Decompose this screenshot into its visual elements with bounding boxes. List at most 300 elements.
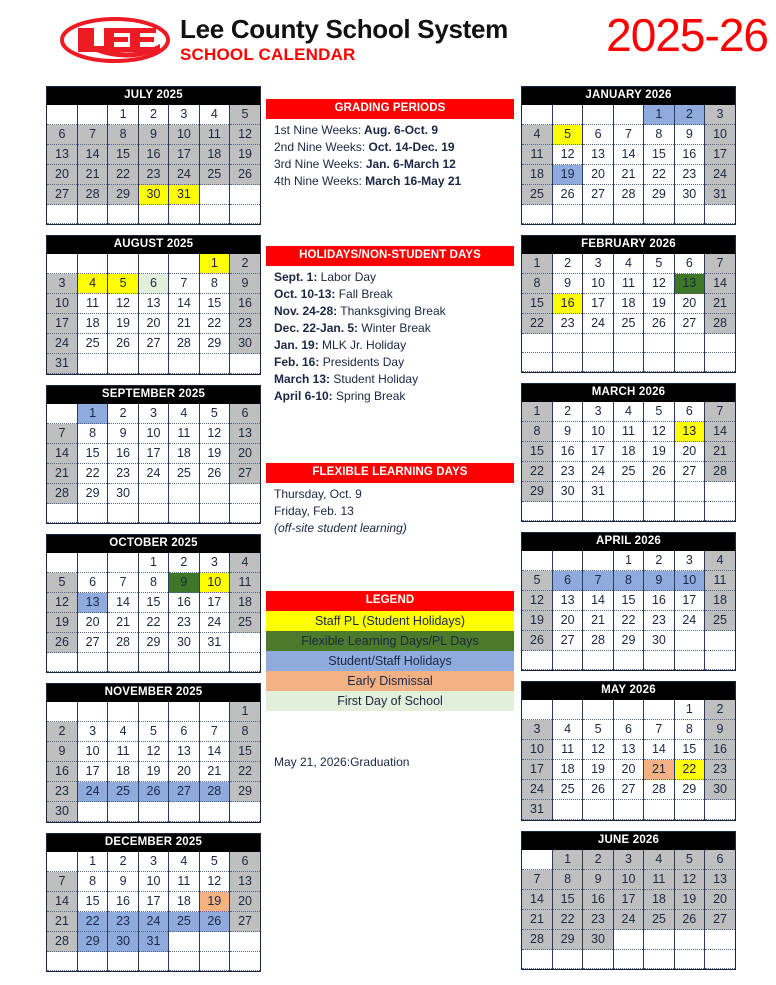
day-cell: 23 bbox=[552, 314, 582, 334]
day-cell-empty bbox=[77, 354, 107, 374]
day-cell: 20 bbox=[552, 611, 582, 631]
month-calendar bbox=[46, 86, 261, 225]
day-cell: 3 bbox=[522, 720, 552, 740]
day-cell-empty bbox=[77, 653, 107, 672]
day-cell: 2 bbox=[583, 850, 613, 870]
day-cell-empty bbox=[522, 353, 552, 372]
day-cell: 6 bbox=[169, 722, 199, 742]
day-cell-empty bbox=[138, 653, 168, 672]
day-cell: 13 bbox=[47, 145, 77, 165]
day-cell: 19 bbox=[583, 760, 613, 780]
grading-period-label: 4th Nine Weeks: bbox=[274, 174, 362, 188]
day-cell: 6 bbox=[583, 125, 613, 145]
day-cell: 8 bbox=[230, 722, 260, 742]
day-cell: 10 bbox=[77, 742, 107, 762]
month-grid bbox=[522, 254, 735, 372]
day-cell: 23 bbox=[138, 165, 168, 185]
day-cell: 7 bbox=[108, 573, 138, 593]
day-cell: 22 bbox=[644, 165, 674, 185]
holiday-name: MLK Jr. Holiday bbox=[318, 338, 407, 352]
day-cell: 5 bbox=[583, 720, 613, 740]
day-cell-empty bbox=[199, 802, 229, 822]
day-cell: 25 bbox=[169, 912, 199, 932]
day-cell-empty bbox=[230, 484, 260, 504]
day-cell: 25 bbox=[613, 314, 643, 334]
day-cell-empty bbox=[522, 700, 552, 720]
day-cell: 11 bbox=[644, 870, 674, 890]
day-cell-empty bbox=[169, 952, 199, 971]
day-cell: 16 bbox=[674, 145, 704, 165]
day-cell: 17 bbox=[138, 892, 168, 912]
day-cell: 10 bbox=[169, 125, 199, 145]
day-cell-empty bbox=[77, 254, 107, 274]
grading-period-label: 2nd Nine Weeks: bbox=[274, 140, 366, 154]
day-cell: 25 bbox=[705, 611, 735, 631]
day-cell: 20 bbox=[47, 165, 77, 185]
month-grid bbox=[47, 404, 260, 523]
week-row bbox=[47, 464, 260, 484]
week-row bbox=[47, 444, 260, 464]
day-cell-empty bbox=[77, 105, 107, 125]
flexible-learning-panel bbox=[266, 463, 514, 537]
day-cell: 3 bbox=[583, 402, 613, 422]
day-cell-empty bbox=[552, 334, 582, 353]
day-cell: 20 bbox=[77, 613, 107, 633]
day-cell: 5 bbox=[138, 722, 168, 742]
day-cell: 22 bbox=[138, 613, 168, 633]
day-cell-empty bbox=[644, 700, 674, 720]
day-cell-empty bbox=[230, 185, 260, 205]
holiday-date: March 13: bbox=[274, 372, 331, 386]
day-cell-empty bbox=[138, 254, 168, 274]
grading-period-row bbox=[274, 173, 514, 190]
day-cell: 21 bbox=[47, 912, 77, 932]
week-row bbox=[47, 354, 260, 374]
day-cell: 31 bbox=[138, 932, 168, 952]
day-cell-empty bbox=[47, 852, 77, 872]
day-cell: 23 bbox=[583, 910, 613, 930]
day-cell: 25 bbox=[613, 462, 643, 482]
week-row bbox=[47, 852, 260, 872]
day-cell: 11 bbox=[169, 872, 199, 892]
day-cell: 3 bbox=[77, 722, 107, 742]
week-row bbox=[522, 482, 735, 502]
day-cell: 4 bbox=[552, 720, 582, 740]
grading-periods-heading: GRADING PERIODS bbox=[266, 99, 514, 119]
holiday-row bbox=[274, 269, 514, 286]
day-cell-empty bbox=[230, 504, 260, 523]
week-row bbox=[522, 631, 735, 651]
day-cell-empty bbox=[705, 482, 735, 502]
day-cell: 26 bbox=[552, 185, 582, 205]
day-cell: 16 bbox=[583, 890, 613, 910]
day-cell: 2 bbox=[644, 551, 674, 571]
week-row bbox=[47, 702, 260, 722]
day-cell: 19 bbox=[522, 611, 552, 631]
day-cell-empty bbox=[199, 354, 229, 374]
flexible-learning-row: Friday, Feb. 13 bbox=[274, 504, 354, 518]
day-cell-empty bbox=[169, 504, 199, 523]
week-row bbox=[522, 294, 735, 314]
day-cell: 17 bbox=[47, 314, 77, 334]
day-cell: 14 bbox=[77, 145, 107, 165]
day-cell: 14 bbox=[583, 591, 613, 611]
day-cell: 22 bbox=[77, 464, 107, 484]
day-cell: 15 bbox=[674, 740, 704, 760]
legend-row: Flexible Learning Days/PL Days bbox=[266, 631, 514, 651]
week-row bbox=[47, 205, 260, 224]
day-cell: 8 bbox=[552, 870, 582, 890]
day-cell: 22 bbox=[552, 910, 582, 930]
day-cell: 27 bbox=[169, 782, 199, 802]
day-cell: 17 bbox=[583, 294, 613, 314]
day-cell: 9 bbox=[108, 424, 138, 444]
month-grid bbox=[522, 402, 735, 521]
day-cell: 11 bbox=[552, 740, 582, 760]
day-cell-empty bbox=[522, 850, 552, 870]
day-cell-empty bbox=[583, 353, 613, 372]
day-cell: 9 bbox=[108, 872, 138, 892]
day-cell: 1 bbox=[77, 852, 107, 872]
day-cell: 30 bbox=[705, 780, 735, 800]
day-cell: 6 bbox=[613, 720, 643, 740]
day-cell: 21 bbox=[522, 910, 552, 930]
day-cell-empty bbox=[552, 700, 582, 720]
day-cell-empty bbox=[552, 105, 582, 125]
day-cell: 4 bbox=[644, 850, 674, 870]
day-cell: 1 bbox=[613, 551, 643, 571]
month-calendar bbox=[521, 681, 736, 821]
day-cell: 13 bbox=[138, 294, 168, 314]
day-cell: 16 bbox=[705, 740, 735, 760]
week-row bbox=[522, 254, 735, 274]
legend-row: Staff PL (Student Holidays) bbox=[266, 611, 514, 631]
month-calendar bbox=[521, 86, 736, 225]
day-cell: 17 bbox=[169, 145, 199, 165]
day-cell: 4 bbox=[522, 125, 552, 145]
day-cell: 20 bbox=[230, 444, 260, 464]
day-cell: 19 bbox=[674, 890, 704, 910]
day-cell-empty bbox=[108, 553, 138, 573]
flexible-learning-heading: FLEXIBLE LEARNING DAYS bbox=[266, 463, 514, 483]
day-cell-empty bbox=[138, 802, 168, 822]
holiday-date: Jan. 19: bbox=[274, 338, 319, 352]
week-row bbox=[47, 484, 260, 504]
day-cell: 28 bbox=[47, 484, 77, 504]
grading-period-row bbox=[274, 122, 514, 139]
day-cell: 16 bbox=[169, 593, 199, 613]
day-cell: 18 bbox=[522, 165, 552, 185]
day-cell: 8 bbox=[674, 720, 704, 740]
day-cell-empty bbox=[552, 551, 582, 571]
day-cell: 17 bbox=[77, 762, 107, 782]
day-cell: 4 bbox=[613, 254, 643, 274]
day-cell: 3 bbox=[169, 105, 199, 125]
day-cell: 17 bbox=[674, 591, 704, 611]
day-cell-empty bbox=[169, 254, 199, 274]
week-row bbox=[522, 571, 735, 591]
day-cell: 10 bbox=[199, 573, 229, 593]
day-cell: 26 bbox=[138, 782, 168, 802]
day-cell: 9 bbox=[644, 571, 674, 591]
day-cell-empty bbox=[644, 482, 674, 502]
day-cell: 9 bbox=[138, 125, 168, 145]
week-row bbox=[522, 551, 735, 571]
day-cell: 10 bbox=[138, 872, 168, 892]
day-cell: 23 bbox=[169, 613, 199, 633]
day-cell: 3 bbox=[47, 274, 77, 294]
day-cell-empty bbox=[77, 802, 107, 822]
day-cell: 7 bbox=[705, 254, 735, 274]
day-cell-empty bbox=[613, 800, 643, 820]
day-cell-empty bbox=[169, 802, 199, 822]
week-row bbox=[47, 185, 260, 205]
day-cell-empty bbox=[552, 502, 582, 521]
day-cell: 28 bbox=[169, 334, 199, 354]
day-cell: 9 bbox=[552, 422, 582, 442]
day-cell: 5 bbox=[522, 571, 552, 591]
month-calendar bbox=[521, 383, 736, 522]
day-cell: 5 bbox=[47, 573, 77, 593]
day-cell-empty bbox=[705, 502, 735, 521]
month-grid bbox=[47, 702, 260, 822]
day-cell: 14 bbox=[47, 892, 77, 912]
day-cell: 24 bbox=[138, 912, 168, 932]
graduation-note bbox=[274, 754, 409, 771]
day-cell: 1 bbox=[230, 702, 260, 722]
day-cell-empty bbox=[613, 334, 643, 353]
day-cell: 4 bbox=[169, 852, 199, 872]
day-cell: 20 bbox=[230, 892, 260, 912]
day-cell: 15 bbox=[522, 442, 552, 462]
holiday-row bbox=[274, 354, 514, 371]
day-cell-empty bbox=[169, 484, 199, 504]
day-cell-empty bbox=[108, 354, 138, 374]
day-cell: 29 bbox=[77, 932, 107, 952]
day-cell-empty bbox=[583, 700, 613, 720]
day-cell: 6 bbox=[138, 274, 168, 294]
page-header bbox=[0, 0, 776, 78]
day-cell: 28 bbox=[108, 633, 138, 653]
day-cell-empty bbox=[47, 205, 77, 224]
week-row bbox=[522, 502, 735, 521]
day-cell-empty bbox=[705, 631, 735, 651]
day-cell: 12 bbox=[199, 872, 229, 892]
day-cell: 8 bbox=[613, 571, 643, 591]
title-block bbox=[180, 14, 508, 65]
day-cell: 5 bbox=[644, 402, 674, 422]
day-cell-empty bbox=[169, 205, 199, 224]
week-row bbox=[522, 850, 735, 870]
day-cell: 18 bbox=[199, 145, 229, 165]
day-cell: 9 bbox=[169, 573, 199, 593]
day-cell: 3 bbox=[199, 553, 229, 573]
month-title: JUNE 2026 bbox=[522, 832, 735, 850]
day-cell: 21 bbox=[169, 314, 199, 334]
day-cell: 2 bbox=[169, 553, 199, 573]
day-cell-empty bbox=[47, 702, 77, 722]
week-row bbox=[47, 145, 260, 165]
day-cell: 13 bbox=[230, 424, 260, 444]
day-cell: 8 bbox=[108, 125, 138, 145]
lee-county-logo bbox=[60, 16, 170, 64]
week-row bbox=[47, 573, 260, 593]
week-row bbox=[47, 593, 260, 613]
day-cell-empty bbox=[199, 185, 229, 205]
day-cell: 2 bbox=[705, 700, 735, 720]
month-grid bbox=[47, 254, 260, 374]
day-cell: 30 bbox=[230, 334, 260, 354]
day-cell: 5 bbox=[199, 852, 229, 872]
day-cell-empty bbox=[199, 932, 229, 952]
holiday-date: April 6-10: bbox=[274, 389, 333, 403]
day-cell-empty bbox=[77, 553, 107, 573]
day-cell: 14 bbox=[705, 274, 735, 294]
day-cell-empty bbox=[47, 952, 77, 971]
holiday-name: Student Holiday bbox=[330, 372, 419, 386]
day-cell: 29 bbox=[138, 633, 168, 653]
day-cell-empty bbox=[522, 651, 552, 670]
day-cell-empty bbox=[108, 952, 138, 971]
day-cell: 13 bbox=[613, 740, 643, 760]
day-cell: 28 bbox=[613, 185, 643, 205]
month-grid bbox=[522, 105, 735, 224]
graduation-date: May 21, 2026: bbox=[274, 755, 351, 769]
day-cell: 23 bbox=[674, 165, 704, 185]
day-cell: 10 bbox=[613, 870, 643, 890]
month-title: AUGUST 2025 bbox=[47, 236, 260, 254]
day-cell: 29 bbox=[613, 631, 643, 651]
week-row bbox=[522, 800, 735, 820]
legend-row: Student/Staff Holidays bbox=[266, 651, 514, 671]
day-cell: 21 bbox=[705, 294, 735, 314]
day-cell: 1 bbox=[522, 402, 552, 422]
day-cell-empty bbox=[613, 930, 643, 950]
day-cell: 5 bbox=[644, 254, 674, 274]
day-cell: 8 bbox=[77, 424, 107, 444]
week-row bbox=[47, 742, 260, 762]
day-cell-empty bbox=[674, 950, 704, 969]
day-cell: 2 bbox=[138, 105, 168, 125]
day-cell-empty bbox=[552, 205, 582, 224]
week-row bbox=[522, 105, 735, 125]
day-cell: 26 bbox=[644, 462, 674, 482]
day-cell-empty bbox=[705, 930, 735, 950]
day-cell-empty bbox=[613, 105, 643, 125]
day-cell: 20 bbox=[613, 760, 643, 780]
day-cell-empty bbox=[705, 800, 735, 820]
day-cell: 16 bbox=[552, 442, 582, 462]
day-cell: 19 bbox=[552, 165, 582, 185]
day-cell: 19 bbox=[108, 314, 138, 334]
day-cell: 2 bbox=[230, 254, 260, 274]
day-cell: 6 bbox=[674, 254, 704, 274]
day-cell: 29 bbox=[108, 185, 138, 205]
holiday-name: Presidents Day bbox=[319, 355, 405, 369]
day-cell: 28 bbox=[644, 780, 674, 800]
day-cell: 2 bbox=[552, 254, 582, 274]
day-cell: 30 bbox=[108, 484, 138, 504]
day-cell-empty bbox=[47, 504, 77, 523]
day-cell-empty bbox=[583, 800, 613, 820]
day-cell: 13 bbox=[674, 422, 704, 442]
month-title: DECEMBER 2025 bbox=[47, 834, 260, 852]
month-title: SEPTEMBER 2025 bbox=[47, 386, 260, 404]
day-cell: 30 bbox=[108, 932, 138, 952]
day-cell-empty bbox=[230, 633, 260, 653]
day-cell: 5 bbox=[552, 125, 582, 145]
week-row bbox=[522, 314, 735, 334]
graduation-label: Graduation bbox=[350, 755, 410, 769]
day-cell: 1 bbox=[77, 404, 107, 424]
holiday-row bbox=[274, 320, 514, 337]
day-cell: 29 bbox=[522, 482, 552, 502]
day-cell: 30 bbox=[644, 631, 674, 651]
day-cell: 11 bbox=[613, 274, 643, 294]
day-cell-empty bbox=[77, 702, 107, 722]
day-cell: 10 bbox=[583, 422, 613, 442]
grading-period-label: 3rd Nine Weeks: bbox=[274, 157, 363, 171]
day-cell: 15 bbox=[199, 294, 229, 314]
day-cell-empty bbox=[552, 950, 582, 969]
week-row bbox=[47, 932, 260, 952]
day-cell: 10 bbox=[138, 424, 168, 444]
month-grid bbox=[522, 700, 735, 820]
day-cell: 21 bbox=[613, 165, 643, 185]
week-row bbox=[47, 125, 260, 145]
day-cell: 7 bbox=[644, 720, 674, 740]
day-cell: 12 bbox=[552, 145, 582, 165]
day-cell-empty bbox=[199, 504, 229, 523]
day-cell: 4 bbox=[613, 402, 643, 422]
month-calendar bbox=[46, 683, 261, 823]
day-cell: 19 bbox=[199, 444, 229, 464]
day-cell: 8 bbox=[522, 422, 552, 442]
day-cell: 15 bbox=[77, 892, 107, 912]
month-calendar bbox=[46, 534, 261, 673]
week-row bbox=[522, 760, 735, 780]
day-cell: 11 bbox=[230, 573, 260, 593]
day-cell-empty bbox=[644, 353, 674, 372]
day-cell-empty bbox=[138, 205, 168, 224]
day-cell-empty bbox=[138, 354, 168, 374]
day-cell: 2 bbox=[552, 402, 582, 422]
day-cell: 15 bbox=[522, 294, 552, 314]
day-cell: 28 bbox=[583, 631, 613, 651]
day-cell: 19 bbox=[230, 145, 260, 165]
day-cell: 21 bbox=[108, 613, 138, 633]
week-row bbox=[522, 274, 735, 294]
day-cell-empty bbox=[674, 631, 704, 651]
day-cell: 16 bbox=[552, 294, 582, 314]
week-row bbox=[522, 353, 735, 372]
day-cell-empty bbox=[644, 950, 674, 969]
day-cell: 12 bbox=[199, 424, 229, 444]
week-row bbox=[47, 553, 260, 573]
day-cell: 11 bbox=[613, 422, 643, 442]
week-row bbox=[47, 762, 260, 782]
day-cell: 15 bbox=[230, 742, 260, 762]
day-cell: 25 bbox=[199, 165, 229, 185]
day-cell: 26 bbox=[674, 910, 704, 930]
week-row bbox=[522, 402, 735, 422]
day-cell: 19 bbox=[138, 762, 168, 782]
day-cell: 17 bbox=[705, 145, 735, 165]
day-cell: 22 bbox=[522, 314, 552, 334]
week-row bbox=[47, 254, 260, 274]
day-cell: 13 bbox=[583, 145, 613, 165]
day-cell: 20 bbox=[674, 294, 704, 314]
